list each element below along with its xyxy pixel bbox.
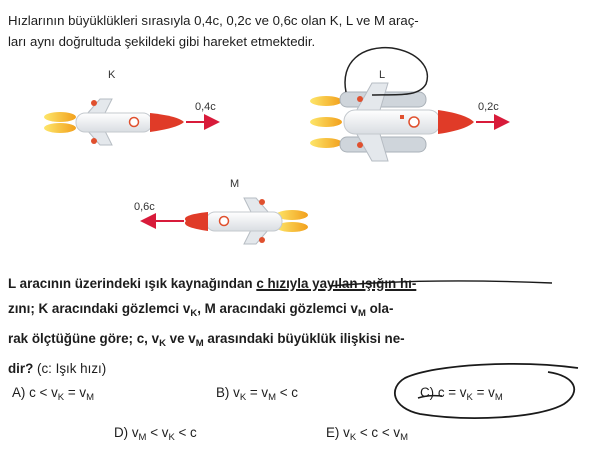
- question-line-3-sub-1: K: [159, 338, 166, 349]
- option-e-pre: E) v: [326, 425, 350, 440]
- option-b-pre: B) v: [216, 385, 240, 400]
- option-d-post: < c: [174, 425, 197, 440]
- question-line-2-b: , M aracındaki gözlemci v: [197, 301, 358, 316]
- question-line-3-c: arasındaki büyüklük ilişkisi ne-: [203, 331, 405, 346]
- question-line-1-underlined: c hızıyla yayılan ışığın hı-: [256, 276, 417, 291]
- question-line-2-sub-2: M: [357, 308, 366, 319]
- rocket-k-label: K: [108, 69, 116, 81]
- option-e-sub-2: M: [400, 432, 408, 443]
- option-c-sub-1: K: [466, 392, 473, 403]
- option-b-post: < c: [276, 385, 299, 400]
- question-line-3-sub-2: M: [195, 338, 204, 349]
- option-a-sub-2: M: [86, 392, 94, 403]
- question-line-2-sub-1: K: [190, 308, 198, 319]
- question-line-2-c: ola-: [365, 301, 394, 316]
- rocket-l-speed: 0,2c: [478, 101, 499, 113]
- option-c-mid: = v: [472, 385, 495, 400]
- option-d-sub-2: K: [168, 432, 175, 443]
- intro-line-2: ları aynı doğrultuda şekildeki gibi hareket etmektedir.: [8, 34, 316, 49]
- option-b-sub-1: K: [239, 392, 247, 403]
- question-line-3-b: ve v: [165, 331, 196, 346]
- option-e-mid: < c < v: [356, 425, 401, 440]
- option-b-mid: = v: [246, 385, 269, 400]
- answer-tick-mark: [418, 396, 442, 398]
- option-c-pre: C) c = v: [420, 385, 467, 400]
- question-line-2-a: zını; K aracındaki gözlemci v: [8, 301, 191, 316]
- option-d-sub-1: M: [138, 432, 147, 443]
- question-line-4-note: (c: Işık hızı): [37, 361, 107, 376]
- rocket-k-speed: 0,4c: [195, 101, 216, 113]
- question-line-1-a: L aracının üzerindeki ışık kaynağından: [8, 276, 257, 291]
- option-a-mid: = v: [64, 385, 87, 400]
- question-underline-mark: [330, 281, 552, 286]
- option-d-mid: < v: [146, 425, 169, 440]
- rocket-m-speed: 0,6c: [134, 201, 155, 213]
- option-c-sub-2: M: [494, 392, 503, 403]
- question-line-4-a: dir?: [8, 361, 38, 376]
- rocket-l-label: L: [379, 69, 386, 81]
- answer-circle-mark: [395, 364, 578, 418]
- intro-line-1: Hızlarının büyüklükleri sırasıyla 0,4c, 0,2c ve 0,6c olan K, L ve M araç-: [8, 13, 419, 28]
- option-d-pre: D) v: [114, 425, 139, 440]
- option-a-pre: A) c < v: [12, 385, 58, 400]
- option-e-sub-1: K: [349, 432, 357, 443]
- option-b-sub-2: M: [268, 392, 277, 403]
- rocket-m-label: M: [230, 178, 240, 190]
- question-line-3-a: rak ölçtüğüne göre; c, v: [8, 331, 160, 346]
- option-a-sub-1: K: [57, 392, 65, 403]
